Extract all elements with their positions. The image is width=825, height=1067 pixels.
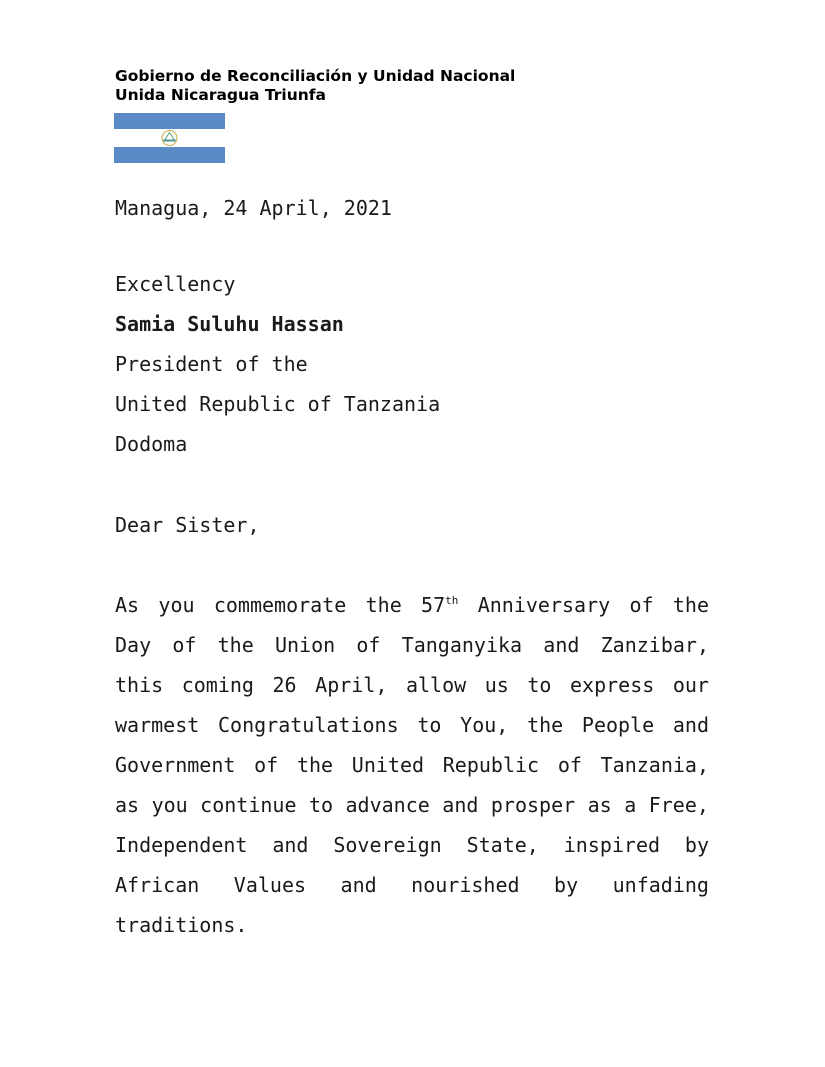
body-word: the: [365, 593, 402, 617]
body-word: April,: [315, 673, 388, 697]
body-word: the: [672, 593, 709, 617]
body-line: [115, 632, 709, 672]
body-word: to: [308, 793, 334, 817]
body-word: Union: [274, 633, 336, 657]
body-line: [115, 712, 709, 752]
body-word: State,: [466, 833, 539, 857]
body-line: [115, 832, 709, 872]
body-word: Independent: [115, 833, 248, 857]
body-word: as: [587, 793, 612, 817]
body-word: and: [340, 873, 377, 897]
body-word: prosper: [490, 793, 576, 817]
body-word: You,: [460, 713, 509, 737]
recipient-address: [115, 271, 440, 471]
body-word: as: [115, 793, 140, 817]
letterhead-line-government: Gobierno de Reconciliación y Unidad Nacional: [115, 67, 516, 85]
body-word: As: [115, 593, 140, 617]
body-word: to: [417, 713, 442, 737]
body-word: you: [151, 793, 188, 817]
body-word: express: [570, 673, 655, 697]
body-word: nourished: [411, 873, 520, 897]
address-greeting: Excellency: [115, 272, 236, 296]
body-word: and: [272, 833, 309, 857]
body-word: Day: [115, 633, 152, 657]
body-word: you: [158, 593, 195, 617]
recipient-name: Samia Suluhu Hassan: [115, 312, 344, 336]
body-word: commemorate: [213, 593, 347, 617]
body-word: Congratulations: [218, 713, 399, 737]
body-word: us: [484, 673, 509, 697]
body-word: inspired: [563, 833, 661, 857]
recipient-title-line-1: President of the: [115, 352, 308, 376]
body-word: unfading: [612, 873, 709, 897]
body-word: United: [351, 753, 425, 777]
body-line: [115, 912, 709, 952]
body-word: of: [356, 633, 381, 657]
salutation: Dear Sister,: [115, 513, 260, 537]
recipient-title-line-2: United Republic of Tanzania: [115, 392, 441, 416]
body-word: People: [581, 713, 655, 737]
body-line: [115, 792, 709, 832]
body-word: traditions.: [115, 913, 248, 937]
body-word: the: [217, 633, 254, 657]
body-line: [115, 872, 709, 912]
body-word: Sovereign: [333, 833, 442, 857]
body-word: of: [557, 753, 582, 777]
body-word: our: [672, 673, 709, 697]
body-word: 26: [272, 673, 297, 697]
body-word: African: [115, 873, 200, 897]
body-word: the: [296, 753, 334, 777]
body-word: to: [527, 673, 552, 697]
body-word: Tanganyika: [401, 633, 523, 657]
body-word: continue: [200, 793, 297, 817]
body-word: a: [624, 793, 637, 817]
body-word: this: [115, 673, 164, 697]
body-word: by: [684, 833, 709, 857]
body-word: Zanzibar,: [600, 633, 709, 657]
body-word: of: [629, 593, 654, 617]
body-word: Values: [233, 873, 307, 897]
body-word: and: [442, 793, 479, 817]
body-word: coming: [181, 673, 254, 697]
body-line: [115, 752, 709, 792]
body-line: [115, 592, 709, 632]
body-word: 57th: [421, 593, 459, 617]
body-line: [115, 672, 709, 712]
body-word: of: [172, 633, 197, 657]
letter-body: [115, 592, 709, 952]
body-word: and: [543, 633, 580, 657]
body-word: the: [527, 713, 564, 737]
letterhead-line-motto: Unida Nicaragua Triunfa: [115, 86, 327, 104]
letterhead: [115, 67, 515, 105]
body-word: warmest: [115, 713, 200, 737]
body-word: allow: [405, 673, 467, 697]
nicaragua-flag-icon: [114, 113, 225, 163]
body-word: and: [672, 713, 709, 737]
letter-date: Managua, 24 April, 2021: [115, 196, 392, 220]
body-word: advance: [345, 793, 430, 817]
body-word: Tanzania,: [600, 753, 709, 777]
recipient-city: Dodoma: [115, 432, 188, 456]
body-word: by: [554, 873, 579, 897]
body-word: Government: [115, 753, 236, 777]
body-word: Free,: [648, 793, 709, 817]
ordinal-suffix: th: [445, 594, 459, 607]
body-word: Anniversary: [477, 593, 611, 617]
body-word: of: [254, 753, 279, 777]
body-word: Republic: [442, 753, 540, 777]
